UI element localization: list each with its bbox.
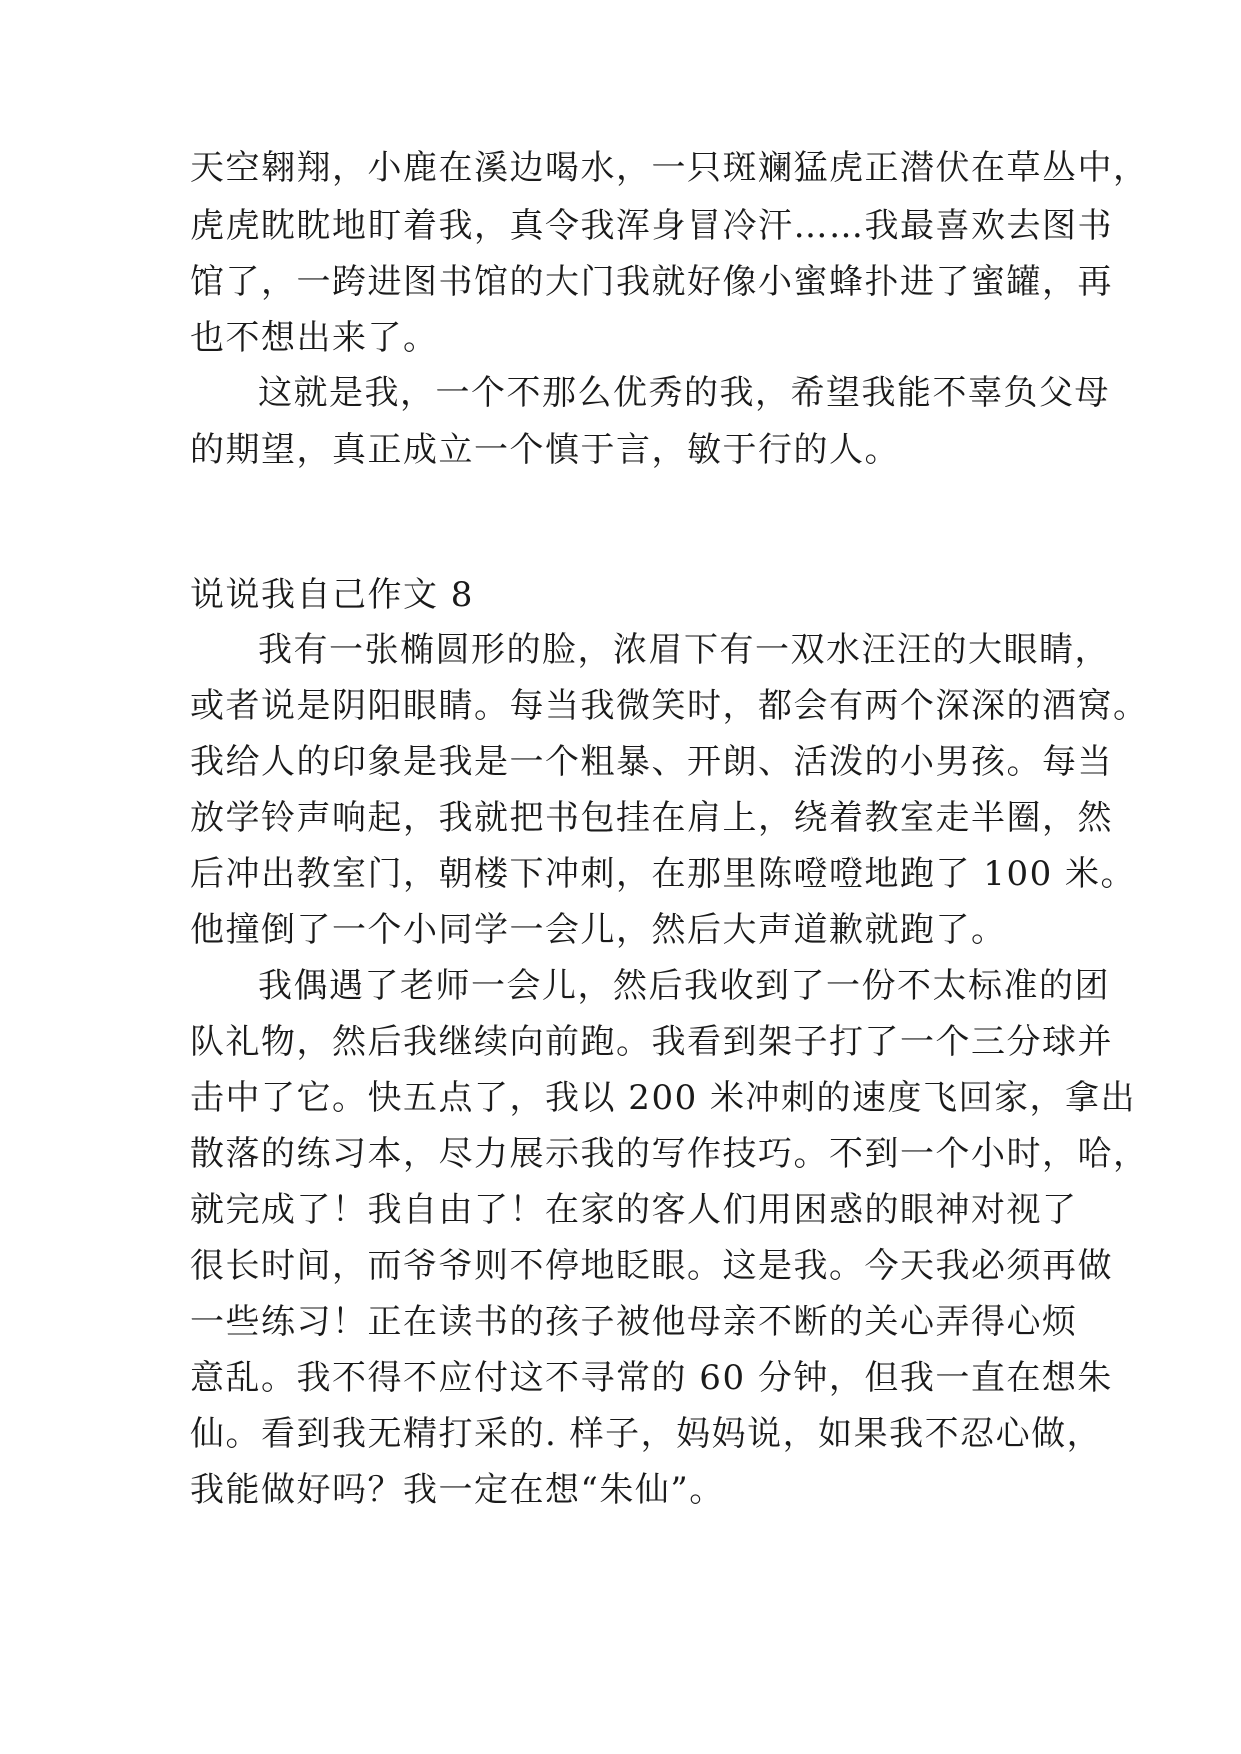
body-line: 馆了，一跨进图书馆的大门我就好像小蜜蜂扑进了蜜罐，再 — [190, 262, 1113, 302]
body-line: 我给人的印象是我是一个粗暴、开朗、活泼的小男孩。每当 — [190, 742, 1113, 782]
body-line: 的期望，真正成立一个慎于言，敏于行的人。 — [190, 430, 900, 470]
paragraph-start-line: 这就是我，一个不那么优秀的我，希望我能不辜负父母 — [258, 373, 1110, 413]
body-line: 一些练习！正在读书的孩子被他母亲不断的关心弄得心烦 — [190, 1302, 1078, 1342]
body-line: 也不想出来了。 — [190, 318, 439, 358]
body-line: 虎虎眈眈地盯着我，真令我浑身冒冷汗……我最喜欢去图书 — [190, 206, 1113, 246]
body-line: 放学铃声响起，我就把书包挂在肩上，绕着教室走半圈，然 — [190, 798, 1113, 838]
body-line: 就完成了！我自由了！在家的客人们用困惑的眼神对视了 — [190, 1190, 1078, 1230]
paragraph-start-line: 我偶遇了老师一会儿，然后我收到了一份不太标准的团 — [258, 966, 1110, 1006]
body-line: 队礼物，然后我继续向前跑。我看到架子打了一个三分球并 — [190, 1022, 1113, 1062]
section-heading: 说说我自己作文 8 — [190, 575, 474, 615]
body-line: 散落的练习本，尽力展示我的写作技巧。不到一个小时，哈， — [190, 1134, 1149, 1174]
body-line: 后冲出教室门，朝楼下冲刺，在那里陈噔噔地跑了 100 米。 — [190, 854, 1137, 894]
body-line: 天空翱翔，小鹿在溪边喝水，一只斑斓猛虎正潜伏在草丛中， — [190, 148, 1149, 188]
paragraph-start-line: 我有一张椭圆形的脸，浓眉下有一双水汪汪的大眼睛， — [258, 630, 1110, 670]
body-line: 他撞倒了一个小同学一会儿，然后大声道歉就跑了。 — [190, 910, 1007, 950]
body-line: 或者说是阴阳眼睛。每当我微笑时，都会有两个深深的酒窝。 — [190, 686, 1149, 726]
body-line: 我能做好吗？我一定在想“朱仙”。 — [190, 1470, 725, 1510]
body-line: 意乱。我不得不应付这不寻常的 60 分钟，但我一直在想朱 — [190, 1358, 1113, 1398]
body-line: 仙。看到我无精打采的. 样子，妈妈说，如果我不忍心做， — [190, 1414, 1103, 1454]
body-line: 击中了它。快五点了，我以 200 米冲刺的速度飞回家，拿出 — [190, 1078, 1137, 1118]
body-line: 很长时间，而爷爷则不停地眨眼。这是我。今天我必须再做 — [190, 1246, 1113, 1286]
